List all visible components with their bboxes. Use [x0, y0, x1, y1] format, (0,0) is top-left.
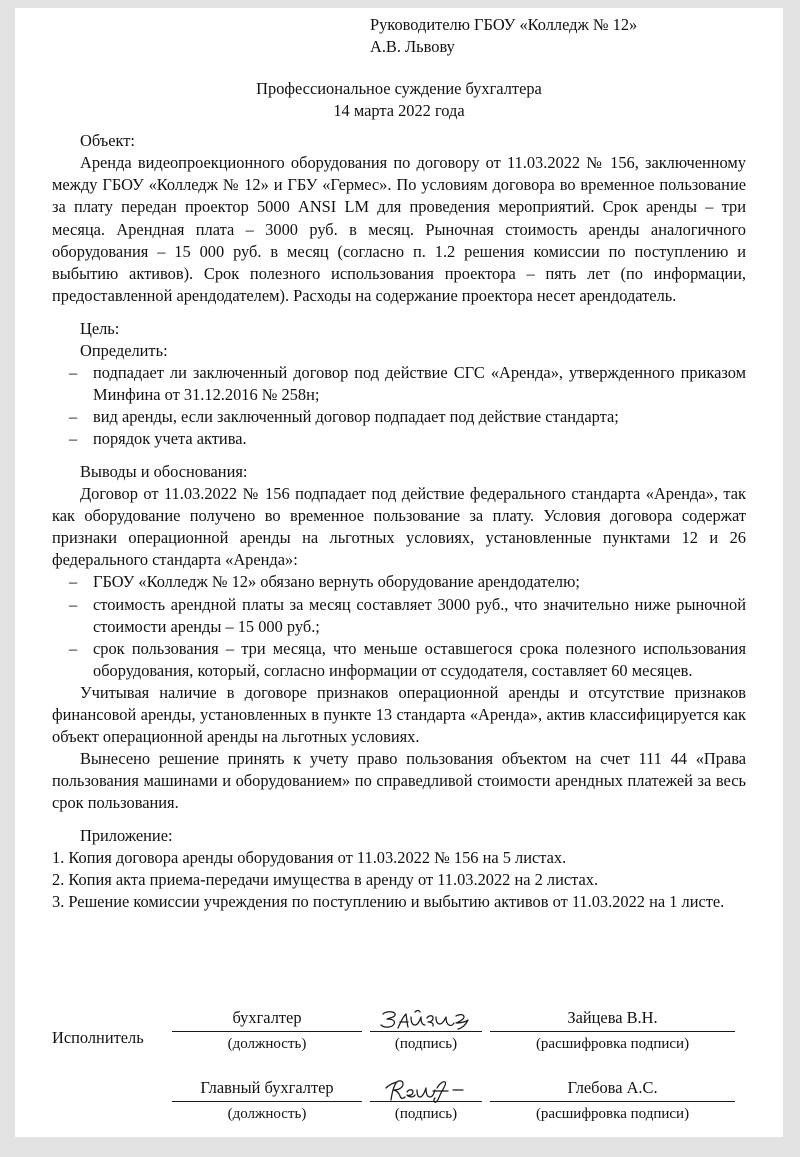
title-block — [52, 78, 746, 122]
list-item-text: ГБОУ «Колледж № 12» обязано вернуть оборудование арендодателю; — [93, 572, 580, 592]
list-item-text: порядок учета актива. — [93, 429, 247, 449]
goal-list — [52, 362, 746, 450]
signature-block — [52, 1009, 746, 1054]
zaytseva-signature-glyph — [370, 1009, 482, 1031]
page-title: Профессиональное суждение бухгалтера — [256, 79, 542, 99]
signature-role-label: Исполнитель — [52, 1028, 144, 1048]
list-item-text: подпадает ли заключенный договор под действие СГС «Аренда», утвержденного приказом Минфина от 31.12.2016 № 258н; — [93, 362, 746, 404]
addressee-block — [370, 14, 746, 58]
list-item-text: вид аренды, если заключенный договор подпадает под действие стандарта; — [93, 407, 619, 426]
signature-post-field — [172, 1009, 362, 1054]
appendix-item: 3. Решение комиссии учреждения по поступлению и выбытию активов от 11.03.2022 на 1 листе. — [52, 892, 725, 912]
signature-decode-caption: (расшифровка подписи) — [535, 1036, 690, 1052]
dash-bullet-icon: – — [69, 638, 78, 658]
signature-sign-caption: (подпись) — [394, 1036, 458, 1052]
dash-bullet-icon: – — [69, 362, 78, 382]
signature-post-caption: (должность) — [227, 1036, 307, 1052]
signature-sign-caption: (подпись) — [394, 1106, 458, 1122]
list-item-text: стоимость арендной платы за месяц составляет 3000 руб., что значительно ниже рыночной стоимости аренды – 15 000 руб.; — [93, 594, 746, 636]
list-item — [52, 362, 746, 406]
conclusions-intro: Договор от 11.03.2022 № 156 подпадает под действие федерального стандарта «Аренда», так как оборудование получено во временное пользование за плату. Условия договора содержат признаки операционной аренды на льготных условиях, установленные пунктами 12 и 26 федерального стандарта «Аренда»: — [52, 484, 746, 570]
list-item — [52, 638, 746, 682]
addressee-line-1: Руководителю ГБОУ «Колледж № 12» — [370, 15, 638, 34]
signature-row — [52, 1079, 746, 1124]
appendix-label: Приложение: — [80, 826, 173, 846]
signature-post-value: Главный бухгалтер — [200, 1078, 334, 1097]
document-date: 14 марта 2022 года — [333, 101, 465, 121]
signature-post-value: бухгалтер — [232, 1008, 302, 1027]
signature-role-label — [52, 1119, 172, 1124]
signature-row — [52, 1009, 746, 1054]
glebova-signature-glyph — [370, 1079, 482, 1101]
dash-bullet-icon: – — [69, 572, 78, 592]
signature-block — [52, 1079, 746, 1124]
conclusions-paragraph-2: Вынесено решение принять к учету право пользования объектом на счет 111 44 «Права пользования машинами и оборудованием» по справедливой стоимости арендных платежей за весь срок пользования. — [52, 748, 746, 813]
list-item — [52, 428, 746, 450]
dash-bullet-icon: – — [69, 429, 78, 449]
dash-bullet-icon: – — [69, 407, 78, 426]
document-content — [52, 14, 746, 1122]
signature-sign-field — [370, 1009, 482, 1054]
list-item — [52, 594, 746, 638]
dash-bullet-icon: – — [69, 594, 78, 614]
object-label: Объект: — [80, 131, 135, 151]
goal-label: Цель: — [80, 318, 120, 338]
list-item-text: срок пользования – три месяца, что меньше оставшегося срока полезного использования оборудования, который, согласно информации от ссудодателя, составляет 60 месяцев. — [93, 638, 746, 680]
object-text: Аренда видеопроекционного оборудования по договору от 11.03.2022 № 156, заключенному между ГБОУ «Колледж № 12» и ГБУ «Гермес». По условиям договора во временное пользование за плату передан проектор 5000 ANSI LM для проведения мероприятий. Срок аренды – три месяца. Арендная плата – 3000 руб. в месяц. Рыночная стоимость аренды аналогичного оборудования – 15 000 руб. в месяц (согласно п. 1.2 решения комиссии по поступлению и выбытию активов). Срок полезного использования проектора – пять лет (по информации, предоставленной арендодателем). Расходы на содержание проектора несет арендодатель. — [52, 153, 746, 305]
conclusions-label: Выводы и обоснования: — [80, 462, 248, 482]
signature-decode-value: Зайцева В.Н. — [567, 1008, 658, 1027]
goal-sub-label: Определить: — [80, 340, 168, 360]
addressee-line-2: А.В. Львову — [370, 37, 455, 57]
signature-post-field — [172, 1079, 362, 1124]
conclusions-list — [52, 571, 746, 681]
document-page — [15, 8, 783, 1137]
signature-post-caption: (должность) — [227, 1106, 307, 1122]
appendix-list — [52, 847, 746, 913]
conclusions-paragraph-1: Учитывая наличие в договоре признаков операционной аренды и отсутствие признаков финансовой аренды, установленных в пункте 13 стандарта «Аренда», актив классифицируется как объект операционной аренды на льготных условиях. — [52, 682, 746, 746]
appendix-item: 1. Копия договора аренды оборудования от 11.03.2022 № 156 на 5 листах. — [52, 848, 567, 868]
signature-decode-caption: (расшифровка подписи) — [535, 1106, 690, 1122]
list-item — [52, 571, 746, 593]
signature-sign-field — [370, 1079, 482, 1124]
appendix-item: 2. Копия акта приема-передачи имущества в аренду от 11.03.2022 на 2 листах. — [52, 870, 599, 890]
signature-decode-field — [490, 1009, 735, 1054]
signature-decode-field — [490, 1079, 735, 1124]
list-item — [52, 406, 746, 428]
signature-decode-value: Глебова А.С. — [567, 1078, 658, 1097]
